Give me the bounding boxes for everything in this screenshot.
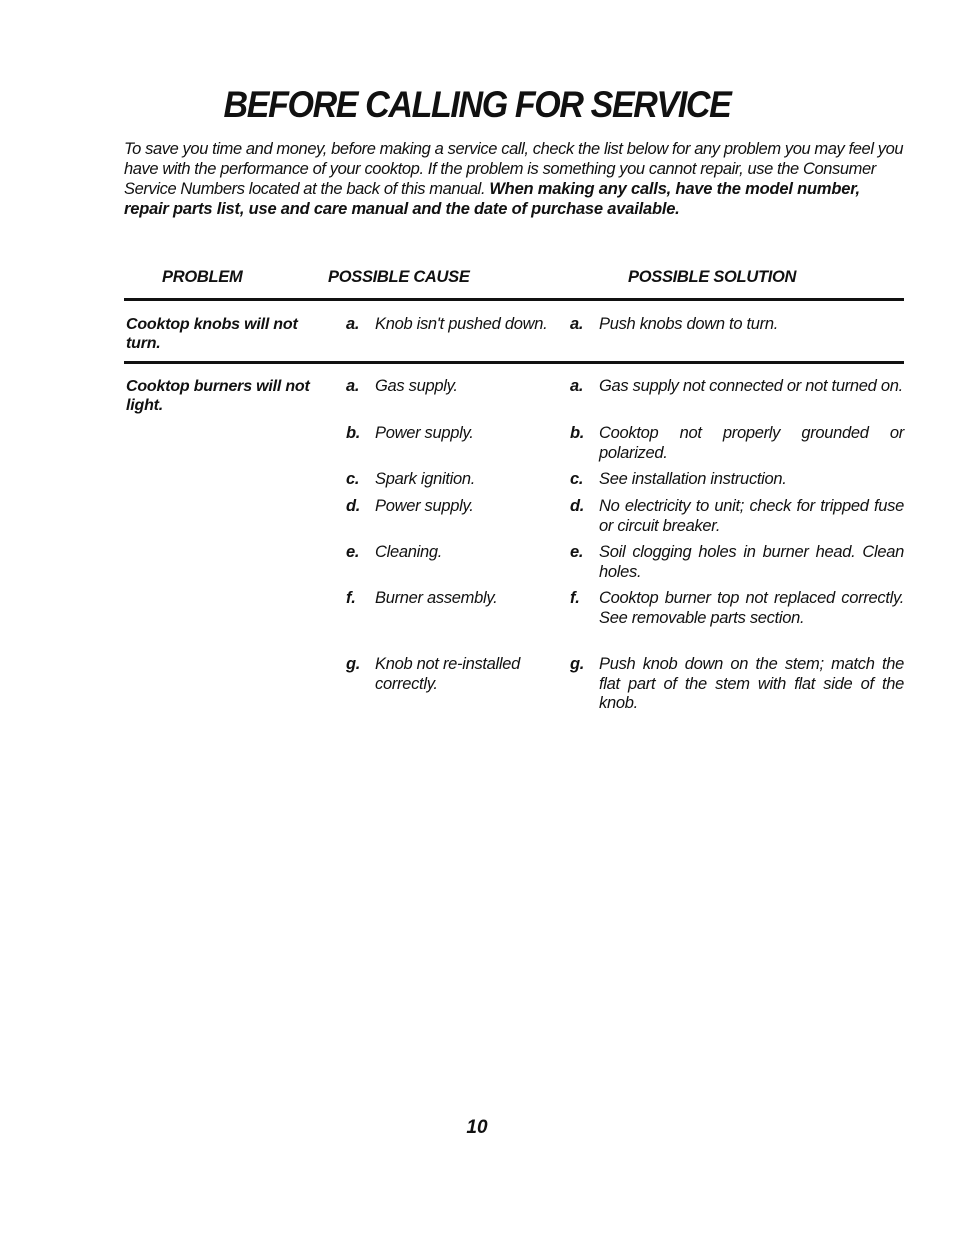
solution-item — [570, 470, 904, 490]
item-letter: a. — [570, 315, 584, 333]
cause-item — [346, 470, 561, 490]
header-possible-cause: POSSIBLE CAUSE — [328, 268, 470, 286]
cause-text: Power supply. — [375, 497, 474, 515]
item-letter: e. — [570, 543, 584, 561]
intro-paragraph — [124, 139, 904, 219]
cause-item — [346, 315, 561, 335]
item-letter: a. — [346, 377, 360, 395]
intro-bold-note: When making any calls, have the model number, repair parts list, use and care manual and the date of purchase available. — [124, 180, 860, 218]
solution-item — [570, 377, 904, 397]
problem-knobs: Cooktop knobs will not turn. — [126, 316, 298, 352]
solution-text: See installation instruction. — [599, 470, 787, 488]
item-letter: c. — [346, 470, 360, 488]
cause-text: Burner assembly. — [375, 589, 498, 607]
cause-item — [346, 543, 561, 563]
solution-text: Cooktop burner top not replaced correctly. See removable parts section. — [599, 589, 904, 627]
item-letter: e. — [346, 543, 360, 561]
solution-item — [570, 543, 904, 582]
item-letter: f. — [570, 589, 580, 607]
solution-text: Cooktop not properly grounded or polarized. — [599, 424, 904, 462]
item-letter: b. — [346, 424, 361, 442]
item-letter: a. — [570, 377, 584, 395]
cause-text: Power supply. — [375, 424, 474, 442]
item-letter: g. — [570, 655, 585, 673]
cause-text: Cleaning. — [375, 543, 443, 561]
header-rule — [124, 298, 904, 301]
solution-text: Push knob down on the stem; match the flat part of the stem with flat side of the knob. — [599, 655, 904, 712]
item-letter: f. — [346, 589, 356, 607]
solution-item — [570, 424, 904, 463]
cause-item — [346, 589, 561, 609]
problem-burners: Cooktop burners will not light. — [126, 378, 310, 414]
cause-text: Gas supply. — [375, 377, 458, 395]
solution-item — [570, 655, 904, 714]
intro-text: To save you time and money, before making a service call, check the list below for any problem you may feel you have with the performance of your cooktop. If the problem is something you cannot repair, use the Consumer Service Numbers located at the back of this manual. — [124, 140, 904, 198]
item-letter: c. — [570, 470, 584, 488]
cause-text: Knob not re-installed correctly. — [375, 655, 521, 693]
solution-text: Push knobs down to turn. — [599, 315, 778, 333]
item-letter: d. — [346, 497, 361, 515]
item-letter: a. — [346, 315, 360, 333]
page-title: BEFORE CALLING FOR SERVICE — [223, 84, 731, 125]
cause-item — [346, 377, 561, 397]
solution-text: Soil clogging holes in burner head. Clean holes. — [599, 543, 904, 581]
cause-item — [346, 424, 561, 444]
cause-item — [346, 497, 561, 517]
solution-item — [570, 315, 904, 335]
header-possible-solution: POSSIBLE SOLUTION — [628, 268, 797, 286]
item-letter: g. — [346, 655, 361, 673]
solution-text: Gas supply not connected or not turned on. — [599, 377, 903, 395]
header-problem: PROBLEM — [162, 268, 243, 286]
item-letter: d. — [570, 497, 585, 515]
cause-text: Knob isn't pushed down. — [375, 315, 548, 333]
page-number: 10 — [466, 1117, 488, 1138]
solution-item — [570, 497, 904, 536]
solution-text: No electricity to unit; check for tripped fuse or circuit breaker. — [599, 497, 904, 535]
cause-item — [346, 655, 561, 694]
solution-item — [570, 589, 904, 628]
row-rule — [124, 361, 904, 364]
item-letter: b. — [570, 424, 585, 442]
cause-text: Spark ignition. — [375, 470, 476, 488]
